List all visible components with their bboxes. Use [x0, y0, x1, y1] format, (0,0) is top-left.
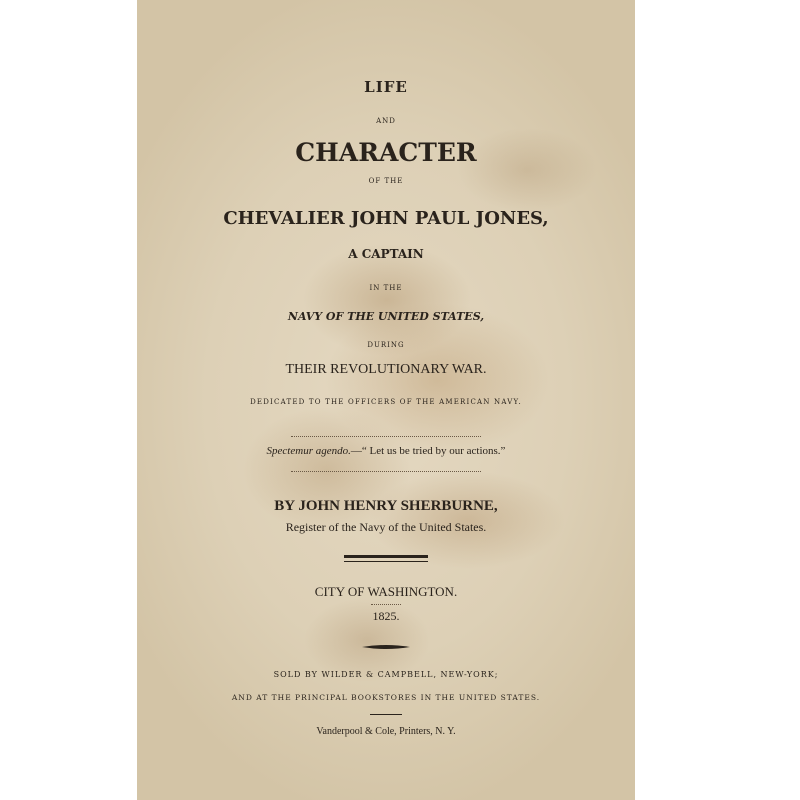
title-and: AND — [376, 117, 396, 125]
dotted-rule — [291, 436, 481, 437]
dotted-rule — [371, 604, 401, 605]
title-during: DURING — [367, 341, 405, 349]
motto-latin: Spectemur agendo. — [266, 445, 351, 457]
short-rule — [370, 714, 402, 715]
imprint-sold-by: SOLD BY WILDER & CAMPBELL, NEW-YORK; — [273, 670, 499, 679]
title-war: THEIR REVOLUTIONARY WAR. — [285, 362, 487, 377]
motto-english: —“ Let us be tried by our actions.” — [350, 445, 506, 457]
title-in-the: IN THE — [369, 284, 403, 292]
author-byline: BY JOHN HENRY SHERBURNE, — [274, 498, 498, 514]
dotted-rule — [291, 471, 481, 472]
ornament-dash-icon — [362, 643, 410, 651]
imprint-year: 1825. — [372, 609, 400, 623]
title-captain: A CAPTAIN — [348, 247, 424, 261]
author-role: Register of the Navy of the United States. — [285, 520, 487, 534]
title-name: CHEVALIER JOHN PAUL JONES, — [223, 208, 549, 229]
title-character: CHARACTER — [295, 138, 477, 167]
imprint-printers: Vanderpool & Cole, Printers, N. Y. — [316, 726, 456, 737]
imprint-bookstores: AND AT THE PRINCIPAL BOOKSTORES IN THE UNITED STATES. — [231, 693, 541, 702]
title-navy: NAVY OF THE UNITED STATES, — [287, 310, 485, 323]
title-page — [137, 0, 635, 800]
imprint-city: CITY OF WASHINGTON. — [314, 584, 458, 599]
title-life: LIFE — [364, 78, 408, 96]
title-of-the: OF THE — [368, 177, 404, 185]
title-dedication: DEDICATED TO THE OFFICERS OF THE AMERICAN NAVY. — [250, 398, 522, 406]
double-rule — [344, 555, 428, 558]
double-rule — [344, 561, 428, 562]
motto — [137, 446, 635, 457]
